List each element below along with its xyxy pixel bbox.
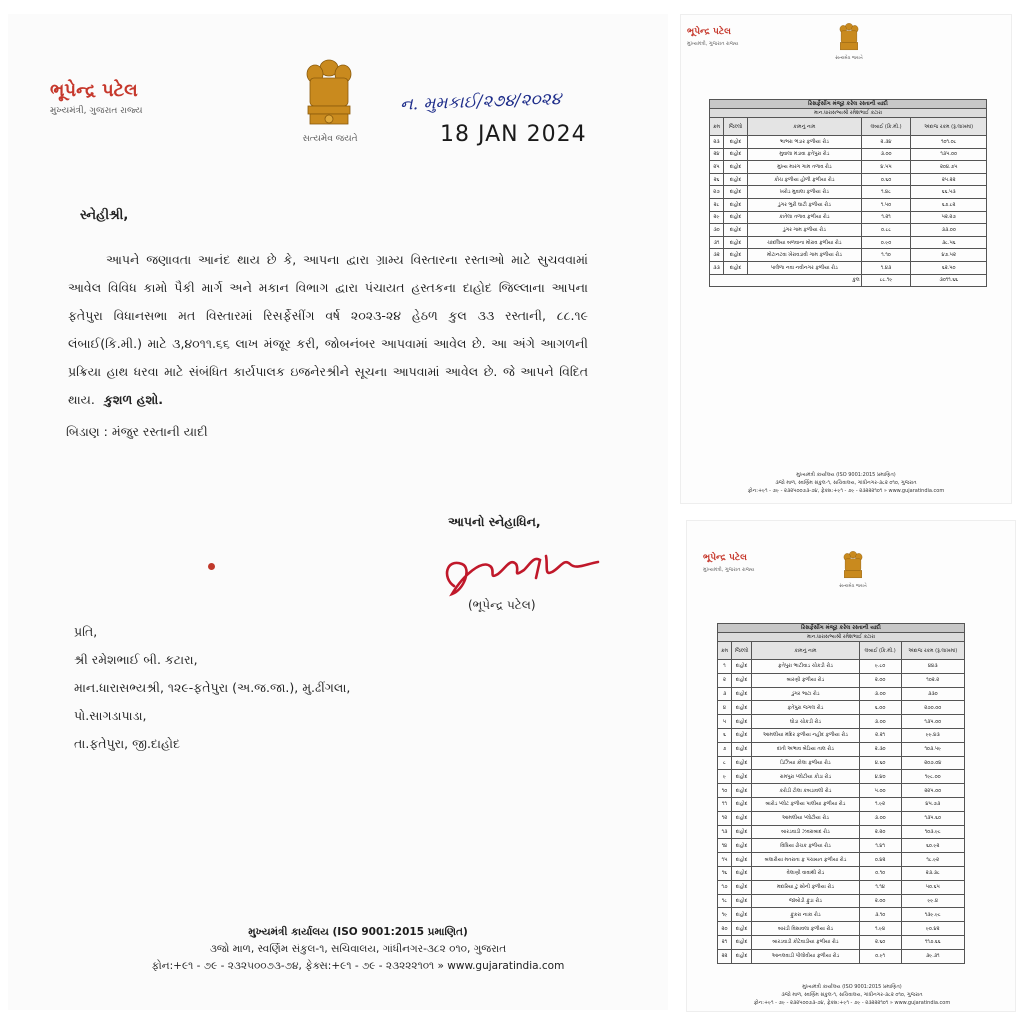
- row-length: ૨.૨૧: [859, 728, 901, 742]
- row-length: ૦.૯૦: [861, 236, 911, 249]
- row-district: દાહોદ: [732, 894, 752, 908]
- row-road-name: ફતેપુરા ભાટીવાડ ચોકડી રોડ: [752, 660, 860, 674]
- row-district: દાહોદ: [732, 797, 752, 811]
- row-district: દાહોદ: [732, 715, 752, 729]
- letterhead-designation: મુખ્યમંત્રી, ગુજરાત રાજ્ય: [687, 41, 739, 47]
- row-road-name: આનલવાડી પીલોવીયા ફળીયા રોડ: [752, 949, 860, 963]
- row-length: ૧.૫૦: [861, 198, 911, 211]
- row-road-name: ડુંગર ભાટા રોડ: [752, 687, 860, 701]
- table-row: [710, 236, 987, 249]
- table-row: [718, 673, 965, 687]
- row-road-name: ચાંદલિયા બળવાના મોરાવ ફળીયા રોડ: [748, 236, 862, 249]
- signatory-name: (ભૂપેન્દ્ર પટેલ): [468, 598, 536, 612]
- row-number: ૫: [718, 715, 732, 729]
- table-row: [710, 224, 987, 237]
- footer-line: ફોન:+૯૧ - ૭૯ - ૨૩૨૫૦૦૭૩-૭૪, ફેક્સ:+૯૧ - ૭૯ - ૨૩૨૨૨૧૦૧ » www.gujaratindia.com: [747, 488, 945, 494]
- column-header: ક્રમ: [710, 118, 724, 136]
- table-row: [718, 949, 965, 963]
- row-road-name: ભાભરા ભંડાર ફળીયા રોડ: [748, 136, 862, 149]
- row-length: ૧.૯૪: [859, 922, 901, 936]
- row-length: ૨.૬૦: [859, 935, 901, 949]
- row-number: ૧૪: [718, 839, 732, 853]
- table-row: [710, 161, 987, 174]
- row-district: દાહોદ: [732, 866, 752, 880]
- table-title: રિસર્ફેસીંગ મંજૂર કરેલ રસ્તાની યાદી: [718, 624, 965, 633]
- row-length: ૪.૬૦: [859, 756, 901, 770]
- total-length: ૮૮.૧૯: [861, 274, 911, 287]
- row-road-name: બારડવાડી ઝવરાબાદ રોડ: [752, 825, 860, 839]
- row-number: ૬: [718, 728, 732, 742]
- letterhead-name: ભૂપેન્દ્ર પટેલ: [687, 27, 731, 37]
- row-district: દાહોદ: [724, 136, 748, 149]
- row-amount: ૧૮.૯૨: [901, 853, 964, 867]
- row-length: ૧.૧૪: [859, 880, 901, 894]
- footer-line: મુખ્યમંત્રી કાર્યાલય (ISO 9001:2015 પ્રમાણિત): [248, 926, 468, 938]
- column-header: જિલ્લો: [724, 118, 748, 136]
- row-amount: ૨૦૪.૭૫: [911, 161, 987, 174]
- row-number: ૧૩: [718, 825, 732, 839]
- row-road-name: વિધિયા ઢોચક ફળીયા રોડ: [752, 839, 860, 853]
- table-row: [718, 839, 965, 853]
- row-district: દાહોદ: [732, 839, 752, 853]
- table-row: [718, 880, 965, 894]
- row-length: ૧.૯૨: [859, 797, 901, 811]
- row-number: ૨૬: [710, 173, 724, 186]
- row-length: ૪.૪૦: [859, 770, 901, 784]
- row-road-name: આમલીયા પ્લોટીયા રોડ: [752, 811, 860, 825]
- row-amount: ૧૧૭.૬૬: [901, 935, 964, 949]
- row-road-name: ફુંકરા નાકા રોડ: [752, 908, 860, 922]
- row-number: ૧: [718, 660, 732, 674]
- row-road-name: મોટાનટવા ખેરાવડાવી ગામ ફળીયા રોડ: [748, 249, 862, 262]
- row-number: ૨૨: [718, 949, 732, 963]
- row-district: દાહોદ: [732, 728, 752, 742]
- enclosure-note: બિડાણ : મંજુર રસ્તાની યાદી: [66, 424, 208, 439]
- table-body: [718, 660, 965, 964]
- row-amount: ૩૮.૫૬: [911, 236, 987, 249]
- row-road-name: દાંતી અભાવ બેડિયા તાલ રોડ: [752, 742, 860, 756]
- footer-line: ૩જો માળ, સ્વર્ણિમ સંકુલ-૧, સચિવાલય, ગાંધીનગર-૩૮૨ ૦૧૦, ગુજરાત: [775, 480, 917, 486]
- row-road-name: આમલીયા મંદિર ફળીયા નહીદ ફળીયા રોડ: [752, 728, 860, 742]
- row-district: દાહોદ: [724, 161, 748, 174]
- row-district: દાહોદ: [724, 148, 748, 161]
- table-row: [710, 148, 987, 161]
- row-amount: ૧૩૫.૦૦: [911, 148, 987, 161]
- table-row: [710, 211, 987, 224]
- table-row: [718, 922, 965, 936]
- table-row: [718, 701, 965, 715]
- row-length: ૩.૦૦: [859, 687, 901, 701]
- table-row: [718, 756, 965, 770]
- row-number: ૧૯: [718, 908, 732, 922]
- row-length: ૧.૪૮: [861, 186, 911, 199]
- table-subtitle: માન.ધારાસભ્યશ્રી રમેશભાઈ કટારા: [718, 633, 965, 642]
- table-body: [710, 136, 987, 275]
- row-district: દાહોદ: [732, 935, 752, 949]
- recipient-line: પો.સાગડાપાડા,: [74, 708, 147, 723]
- footer-line: ૩જો માળ, સ્વર્ણિમ સંકુલ-૧, સચિવાલય, ગાંધીનગર-૩૮૨ ૦૧૦, ગુજરાત: [781, 992, 923, 998]
- row-length: ૦.૮૮: [861, 224, 911, 237]
- row-length: ૨.૦૦: [859, 894, 901, 908]
- row-district: દાહોદ: [732, 825, 752, 839]
- date-stamp: 18 JAN 2024: [440, 122, 587, 147]
- row-number: ૨૩: [710, 136, 724, 149]
- row-road-name: મદારિયા ટુ સોની ફળીયા રોડ: [752, 880, 860, 894]
- row-road-name: કરોડી ટોલા કબડાવલી રોડ: [752, 784, 860, 798]
- row-district: દાહોદ: [732, 853, 752, 867]
- row-amount: ૯૯.૪૩: [901, 728, 964, 742]
- row-length: ૨.૩૪: [861, 136, 911, 149]
- row-number: ૧૮: [718, 894, 732, 908]
- footer-line: ફોન:+૯૧ - ૭૯ - ૨૩૨૫૦૦૭૩-૭૪, ફેક્સ:+૯૧ - ૭૯ - ૨૩૨૨૨૧૦૧ » www.gujaratindia.com: [151, 960, 565, 972]
- row-number: ૨૫: [710, 161, 724, 174]
- row-amount: ૧૯૮.૦૦: [901, 770, 964, 784]
- row-amount: ૩૩૦: [901, 687, 964, 701]
- row-amount: ૨૭૦.૦૦: [901, 701, 964, 715]
- row-amount: ૬૨.૫૦: [911, 261, 987, 274]
- row-road-name: ડુંગર ગામ ફળીયા રોડ: [748, 224, 862, 237]
- row-amount: ૨૫.૨૨: [911, 173, 987, 186]
- row-district: દાહોદ: [732, 701, 752, 715]
- row-amount: ૧૩૫.૦૦: [901, 715, 964, 729]
- national-emblem-icon: [837, 19, 861, 55]
- row-length: ૬.૦૦: [859, 701, 901, 715]
- table-row: [718, 715, 965, 729]
- row-road-name: કાતેલા તળાવ ફળીયા રોડ: [748, 211, 862, 224]
- row-length: ૩.૦૦: [861, 148, 911, 161]
- footer-line: ૩જો માળ, સ્વર્ણિમ સંકુલ-૧, સચિવાલય, ગાંધીનગર-૩૮૨ ૦૧૦, ગુજરાત: [209, 943, 507, 955]
- row-road-name: મુવાલા મંડાવા ફતેપુરા રોડ: [748, 148, 862, 161]
- row-district: દાહોદ: [724, 249, 748, 262]
- row-length: ૧.૪૩: [861, 261, 911, 274]
- column-header: અંદાજ રકમ (રૂ.લાખમાં): [901, 642, 964, 660]
- row-amount: ૧૩૯.૯૮: [901, 908, 964, 922]
- row-district: દાહોદ: [732, 756, 752, 770]
- row-amount: ૧૩૫.૬૦: [901, 811, 964, 825]
- closing-line: કુશળ હશો.: [104, 392, 163, 407]
- table-title: રિસર્ફેસીંગ મંજૂર કરેલ રસ્તાની યાદી: [710, 100, 987, 109]
- table-row: [718, 853, 965, 867]
- row-length: ૦.૬૦: [861, 173, 911, 186]
- row-length: ૦.૪૨: [859, 853, 901, 867]
- row-number: ૨૧: [718, 935, 732, 949]
- column-header: કામનું નામ: [748, 118, 862, 136]
- column-header: લંબાઈ (કિ.મી.): [859, 642, 901, 660]
- row-district: દાહોદ: [732, 687, 752, 701]
- row-length: ૩.૧૦: [859, 908, 901, 922]
- road-table: [717, 623, 965, 964]
- letter-body: આપને જણાવતા આનંદ થાય છે કે, આપના દ્વારા ગ્રામ્ય વિસ્તારના રસ્તાઓ માટે સુચવવામાં આવેલ વિવિધ કામો પૈકી માર્ગ અને મકાન વિભાગ દ્વારા પંચાયત હસ્તકના દાહોદ જિલ્લાના આપના ફતેપુરા વિધાનસભા મત વિસ્તારમાં રિસર્ફેસીંગ વર્ષ ૨૦૨૩-૨૪ હેઠળ કુલ ૩૩ રસ્તાની, ૮૮.૧૯ લંબાઈ(કિ.મી.) માટે ૩,૪૦૧૧.૬૬ લાખ મંજૂર કરી, જોબનંબર આપવામાં આવેલ છે. આ અંગે આગળની પ્રક્રિયા હાથ ધરવા માટે સંબંધિત કાર્યપાલક ઇજનેરશ્રીને સૂચના આપવામાં આવેલ છે. જે આપને વિદિત થાય.: [68, 252, 588, 407]
- row-length: ૨.૩૦: [859, 742, 901, 756]
- row-number: ૨: [718, 673, 732, 687]
- recipient-address: [74, 618, 350, 758]
- row-road-name: વેલાણી વાવાથી રોડ: [752, 866, 860, 880]
- row-length: ૪.૫૫: [861, 161, 911, 174]
- table-row: [718, 825, 965, 839]
- row-road-name: ખરોડ મુવાલા ફળીયા રોડ: [748, 186, 862, 199]
- table-row: [718, 894, 965, 908]
- row-road-name: બારડી વિસાવલા ફળીયા રોડ: [752, 922, 860, 936]
- road-list-page-1: [686, 520, 1016, 1012]
- letterhead-name: ભૂપેન્દ્ર પટેલ: [703, 553, 747, 563]
- row-number: ૨૪: [710, 148, 724, 161]
- row-amount: ૫૦.૬૫: [901, 880, 964, 894]
- row-length: ૦.૧૦: [859, 866, 901, 880]
- table-row: [710, 173, 987, 186]
- emblem-motto: સત્યમેવ જયતે: [839, 584, 867, 589]
- salutation: સ્નેહીશ્રી,: [80, 208, 129, 223]
- table-row: [710, 261, 987, 274]
- row-number: ૮: [718, 756, 732, 770]
- row-number: ૧૧: [718, 797, 732, 811]
- row-amount: ૫૨.૨૭: [911, 211, 987, 224]
- row-amount: ૨૩.૩૮: [901, 866, 964, 880]
- table-row: [718, 660, 965, 674]
- row-length: ૩.૦૦: [859, 715, 901, 729]
- national-emblem-icon: [300, 54, 358, 132]
- row-district: દાહોદ: [732, 660, 752, 674]
- row-district: દાહોદ: [732, 742, 752, 756]
- row-length: ૦.૯૧: [859, 949, 901, 963]
- row-district: દાહોદ: [732, 880, 752, 894]
- row-number: ૩: [718, 687, 732, 701]
- office-footer: [128, 924, 588, 975]
- emblem-motto: સત્યમેવ જયતે: [302, 134, 358, 144]
- row-length: ૧.૨૧: [861, 211, 911, 224]
- row-district: દાહોદ: [732, 908, 752, 922]
- row-number: ૧૭: [718, 880, 732, 894]
- table-row: [718, 797, 965, 811]
- row-amount: ૪૪૩: [901, 660, 964, 674]
- table-row: [710, 249, 987, 262]
- row-district: દાહોદ: [724, 261, 748, 274]
- row-district: દાહોદ: [732, 922, 752, 936]
- recipient-line: માન.ધારાસભ્યશ્રી, ૧૨૯-ફતેપુરા (અ.જ.જા.), મુ.ઢીંગલા,: [74, 680, 351, 695]
- row-road-name: ઘોડા ચોકડી રોડ: [752, 715, 860, 729]
- row-amount: ૯૦.૪૨: [901, 922, 964, 936]
- row-number: ૩૨: [710, 249, 724, 262]
- row-number: ૨૮: [710, 198, 724, 211]
- row-district: દાહોદ: [724, 211, 748, 224]
- row-amount: ૬૭.૮૨: [911, 198, 987, 211]
- main-letter-page: [8, 14, 668, 1010]
- table-row: [718, 784, 965, 798]
- row-number: ૩૧: [710, 236, 724, 249]
- row-length: ૩.૦૦: [859, 811, 901, 825]
- row-number: ૩૦: [710, 224, 724, 237]
- row-road-name: જાંબોડી ફુંડા રોડ: [752, 894, 860, 908]
- national-emblem-icon: [841, 547, 865, 583]
- road-list-page-2: [680, 14, 1012, 504]
- ink-dot: [208, 563, 215, 570]
- row-district: દાહોદ: [724, 173, 748, 186]
- road-table: [709, 99, 987, 287]
- row-amount: ૯૯.૪: [901, 894, 964, 908]
- row-amount: ૧૦૩.૯૮: [901, 825, 964, 839]
- row-district: દાહોદ: [732, 949, 752, 963]
- footer-line: ફોન:+૯૧ - ૭૯ - ૨૩૨૫૦૦૭૩-૭૪, ફેક્સ:+૯૧ - ૭૯ - ૨૩૨૨૨૧૦૧ » www.gujaratindia.com: [753, 1000, 951, 1006]
- office-footer: [727, 983, 977, 1007]
- table-row: [718, 935, 965, 949]
- recipient-line: તા.ફતેપુરા, જી.દાહોદ: [74, 736, 180, 751]
- table-row: [718, 908, 965, 922]
- row-district: દાહોદ: [732, 784, 752, 798]
- row-amount: ૩૩.૦૦: [911, 224, 987, 237]
- row-number: ૨૦: [718, 922, 732, 936]
- row-amount: ૧૦૧.૦૮: [911, 136, 987, 149]
- row-amount: ૪૫.૭૩: [901, 797, 964, 811]
- row-road-name: ડુંગર ભુરી ઘાટી ફળીયા રોડ: [748, 198, 862, 211]
- column-header: લંબાઈ (કિ.મી.): [861, 118, 911, 136]
- row-number: ૭: [718, 742, 732, 756]
- row-amount: ૬૦.૯૨: [901, 839, 964, 853]
- row-district: દાહોદ: [732, 811, 752, 825]
- office-footer: [721, 471, 971, 495]
- row-district: દાહોદ: [732, 673, 752, 687]
- column-header: ક્રમ: [718, 642, 732, 660]
- recipient-line: પ્રતિ,: [74, 624, 98, 639]
- recipient-line: શ્રી રમેશભાઈ બી. કટારા,: [74, 652, 198, 667]
- footer-line: મુખ્યમંત્રી કાર્યાલય (ISO 9001:2015 પ્રમાણિત): [796, 472, 896, 478]
- table-row: [718, 728, 965, 742]
- row-length: ૧.૧૦: [861, 249, 911, 262]
- row-number: ૩૩: [710, 261, 724, 274]
- valediction: આપનો સ્નેહાધિન,: [448, 514, 541, 529]
- row-road-name: રામપુરા પ્લોટીયા કોડા રોડ: [752, 770, 860, 784]
- row-road-name: બારડવાડી કોટેવાડીયા ફળીયા રોડ: [752, 935, 860, 949]
- row-district: દાહોદ: [724, 236, 748, 249]
- table-row: [718, 687, 965, 701]
- total-amount: ૩૦૧૧.૬૬: [911, 274, 987, 287]
- table-row: [710, 186, 987, 199]
- row-amount: ૪૭.૫૨: [911, 249, 987, 262]
- row-number: ૯: [718, 770, 732, 784]
- row-district: દાહોદ: [724, 198, 748, 211]
- signature-icon: [436, 534, 606, 604]
- row-length: ૧.૪૧: [859, 839, 901, 853]
- row-road-name: પાલેળા નવા નવીનગર ફળીયા રોડ: [748, 261, 862, 274]
- row-district: દાહોદ: [724, 224, 748, 237]
- letterhead-designation: મુખ્યમંત્રી, ગુજરાત રાજ્ય: [703, 567, 755, 573]
- row-amount: ૩૯.૩૧: [901, 949, 964, 963]
- column-header: કામનું નામ: [752, 642, 860, 660]
- row-number: ૨૯: [710, 211, 724, 224]
- row-amount: ૬૬.૫૩: [911, 186, 987, 199]
- column-header: જિલ્લો: [732, 642, 752, 660]
- row-number: ૪: [718, 701, 732, 715]
- row-number: ૨૭: [710, 186, 724, 199]
- column-header: અંદાજ રકમ (રૂ.લાખમાં): [911, 118, 987, 136]
- row-road-name: કોચ ફળીયા હોળી ફળીયા રોડ: [748, 173, 862, 186]
- row-district: દાહોદ: [724, 186, 748, 199]
- row-amount: ૨૦૭.૦૪: [901, 756, 964, 770]
- row-length: ૨.૨૦: [859, 825, 901, 839]
- table-row: [718, 866, 965, 880]
- row-amount: ૧૦૨.૨: [901, 673, 964, 687]
- table-row: [718, 742, 965, 756]
- row-road-name: ફતેપુરા જગલ રોડ: [752, 701, 860, 715]
- row-amount: ૨૨૫.૦૦: [901, 784, 964, 798]
- row-length: ૨.૦૦: [859, 673, 901, 687]
- reference-number: ન. મુમકાઈ/૨૭૪/૨૦૨૪: [399, 89, 562, 115]
- row-road-name: બલારીયા મતરાતા ફ પંચાયત ફળીયા રોડ: [752, 853, 860, 867]
- row-road-name: મુખ્ય મારગ ગામ તળાવ રોડ: [748, 161, 862, 174]
- letterhead-designation: મુખ્યમંત્રી, ગુજરાત રાજ્ય: [50, 106, 143, 116]
- row-road-name: બારોડ પ્લોટ ફળીયા પાલીયા ફળીયા રોડ: [752, 797, 860, 811]
- table-row: [710, 136, 987, 149]
- total-label: કુલ: [710, 274, 862, 287]
- footer-line: મુખ્યમંત્રી કાર્યાલય (ISO 9001:2015 પ્રમાણિત): [802, 984, 902, 990]
- row-road-name: બારણી ફળીયા રોડ: [752, 673, 860, 687]
- table-row: [718, 770, 965, 784]
- row-road-name: ડિઝિયા કોલા ફળીયા રોડ: [752, 756, 860, 770]
- row-number: ૧૦: [718, 784, 732, 798]
- table-row: [710, 198, 987, 211]
- row-district: દાહોદ: [732, 770, 752, 784]
- letterhead-name: ભૂપેન્દ્ર પટેલ: [50, 80, 138, 101]
- row-amount: ૧૦૩.૫૯: [901, 742, 964, 756]
- row-number: ૧૬: [718, 866, 732, 880]
- row-number: ૧૨: [718, 811, 732, 825]
- emblem-motto: સત્યમેવ જયતે: [835, 56, 863, 61]
- table-row: [718, 811, 965, 825]
- row-number: ૧૫: [718, 853, 732, 867]
- row-length: ૫.૦૦: [859, 784, 901, 798]
- row-length: ૯.૮૦: [859, 660, 901, 674]
- table-subtitle: માન.ધારાસભ્યશ્રી રમેશભાઈ કટારા: [710, 109, 987, 118]
